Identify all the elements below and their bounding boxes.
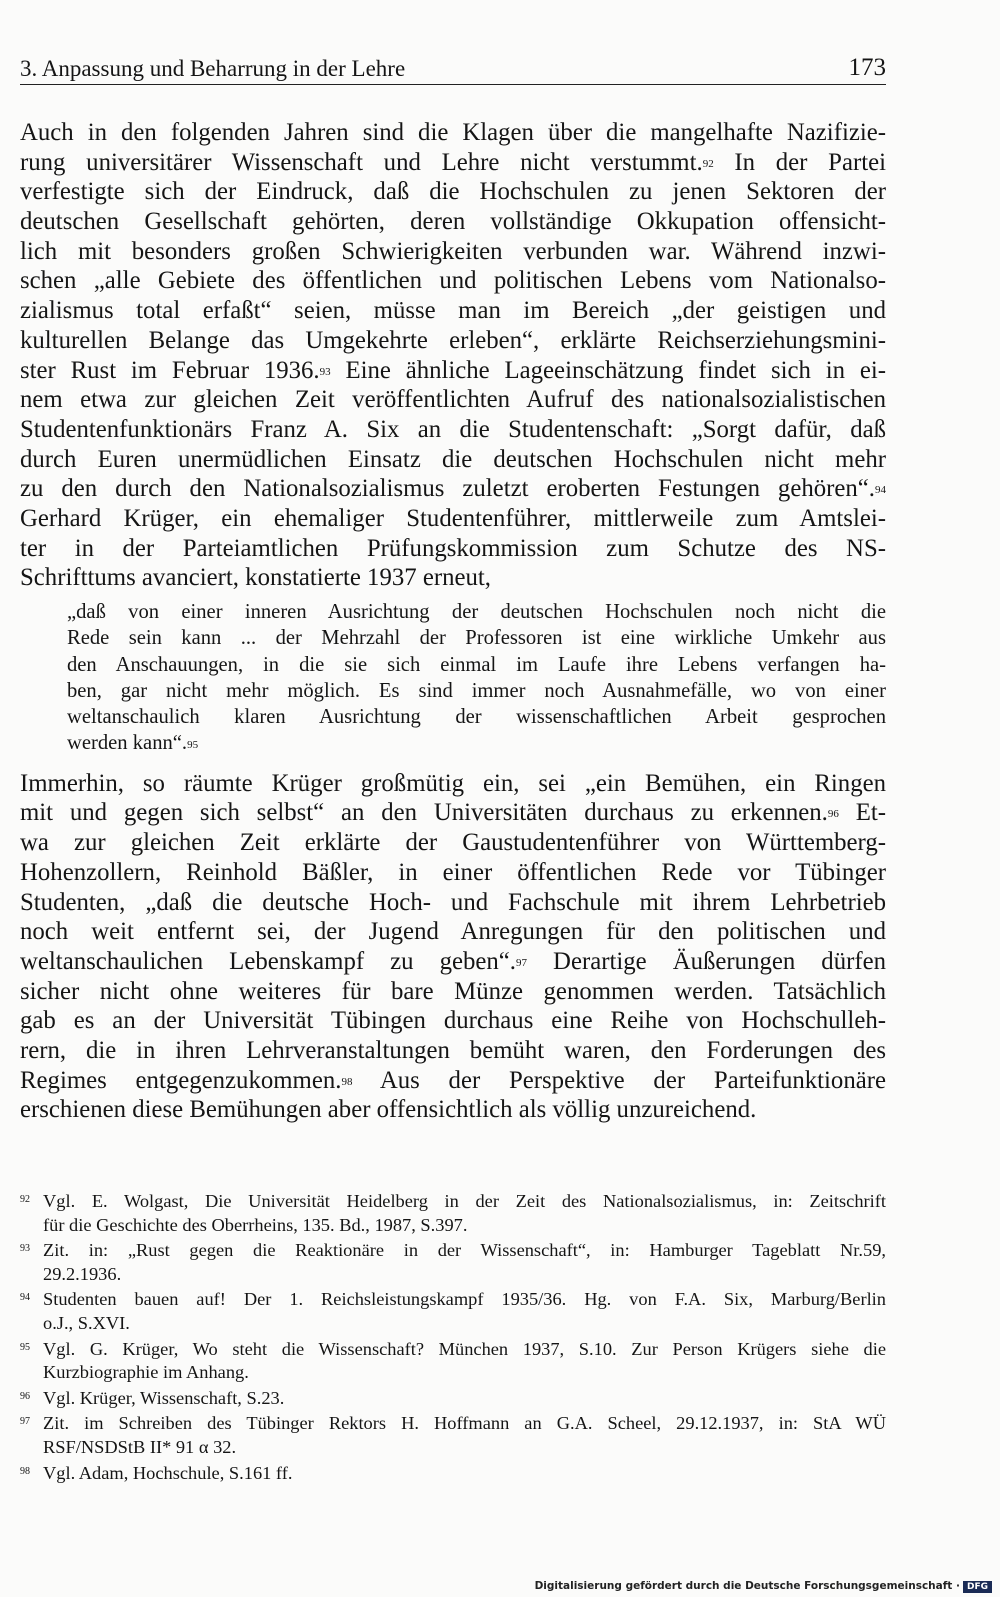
footnote-line: für die Geschichte des Oberrheins, 135. Bd., 1987, S.397.: [43, 1214, 468, 1235]
digitization-footer: [535, 1580, 992, 1593]
book-page: [20, 0, 886, 1597]
footnote-94: [20, 1288, 886, 1335]
footnote-ref[interactable]: 92: [702, 157, 714, 170]
page-number: 173: [848, 54, 886, 81]
block-quote: [67, 599, 886, 757]
text-line: lich mit besonders großen Schwierigkeiten verbunden war. Während inzwi-: [20, 237, 886, 265]
text-line: durch Euren unermüdlichen Einsatz die deutschen Hochschulen nicht mehr: [20, 445, 886, 473]
text-line: Gerhard Krüger, ein ehemaliger Studentenführer, mittlerweile zum Amtslei-: [20, 504, 886, 532]
text-line: Immerhin, so räumte Krüger großmütig ein, sei „ein Bemühen, ein Ringen: [20, 769, 886, 797]
footnotes: [20, 1190, 886, 1487]
footnote-96: [20, 1387, 886, 1411]
text-line: weltanschaulichen Lebenskampf zu geben“.$^{97}$ Derartige Äußerungen dürfen: [20, 947, 886, 975]
paragraph-2: [20, 769, 886, 1125]
text-line: Studentenfunktionärs Franz A. Six an die Studentenschaft: „Sorgt dafür, daß: [20, 415, 886, 443]
quote-line: den Anschauungen, in die sie sich einmal im Laufe ihre Lebens verfangen ha-: [67, 653, 886, 676]
quote-line: „daß von einer inneren Ausrichtung der deutschen Hochschulen noch nicht die: [67, 601, 886, 623]
footnote-ref[interactable]: 97: [516, 956, 528, 969]
text-line: verfestigte sich der Eindruck, daß die Hochschulen zu jenen Sektoren der: [20, 178, 886, 206]
text-line: zu den durch den Nationalsozialismus zuletzt eroberten Festungen gehören“.$^{94}$: [20, 475, 886, 503]
text-line: sicher nicht ohne weiteres für bare Münze genommen werden. Tatsächlich: [20, 977, 886, 1005]
text-line: rung universitärer Wissenschaft und Lehre nicht verstummt.$^{92}$ In der Partei: [20, 148, 886, 176]
footnote-line: Vgl. G. Krüger, Wo steht die Wissenschaft? München 1937, S.10. Zur Person Krügers siehe die: [43, 1338, 886, 1359]
quote-line: Rede sein kann ... der Mehrzahl der Professoren ist eine wirkliche Umkehr aus: [67, 627, 886, 650]
quote-line: ben, gar nicht mehr möglich. Es sind immer noch Ausnahmefälle, wo von einer: [67, 679, 886, 702]
quote-line: werden kann“.$^{95}$: [67, 732, 199, 755]
footnote-number: 96: [20, 1390, 30, 1402]
text-line: ster Rust im Februar 1936.93 Eine ähnliche Lageeinschätzung findet sich in ei-: [20, 356, 886, 384]
footnote-line: Vgl. Krüger, Wissenschaft, S.23.: [43, 1387, 285, 1408]
footnote-ref[interactable]: 98: [341, 1075, 353, 1088]
footnote-line: Studenten bauen auf! Der 1. Reichsleistungskampf 1935/36. Hg. von F.A. Six, Marburg/Berlin: [43, 1289, 886, 1310]
footnote-number: 93: [20, 1243, 30, 1255]
footnote-92: [20, 1190, 886, 1237]
footnote-ref[interactable]: 93: [319, 365, 331, 378]
text-line: noch weit entfernt sei, der Jugend Anregungen für den politischen und: [20, 918, 886, 946]
text-line: Studenten, „daß die deutsche Hoch- und Fachschule mit ihrem Lehrbetrieb: [20, 888, 886, 916]
footnote-93: [20, 1239, 886, 1286]
main-text: [20, 118, 886, 1125]
text-line: rern, die in ihren Lehrveranstaltungen bemüht waren, den Forderungen des: [20, 1036, 886, 1064]
footnote-number: 92: [20, 1194, 30, 1205]
text-line: deutschen Gesellschaft gehörten, deren vollständige Okkupation offensicht-: [20, 208, 886, 236]
text-line: ter in der Parteiamtlichen Prüfungskommission zum Schutze des NS-: [20, 534, 886, 562]
footnote-number: 97: [20, 1416, 30, 1428]
footnote-line: Vgl. E. Wolgast, Die Universität Heidelberg in der Zeit des Nationalsozialismus, in: Zeitschrift: [43, 1191, 886, 1211]
footnote-95: [20, 1338, 886, 1385]
text-line: wa zur gleichen Zeit erklärte der Gaustudentenführer von Württemberg-: [20, 829, 886, 857]
footnote-line: Zit. in: „Rust gegen die Reaktionäre in der Wissenschaft“, in: Hamburger Tageblatt Nr.59,: [43, 1240, 886, 1261]
text-line: Auch in den folgenden Jahren sind die Klagen über die mangelhafte Nazifizie-: [20, 119, 886, 146]
footnote-97: [20, 1412, 886, 1459]
dfg-logo: DFG: [963, 1581, 992, 1593]
footnote-line: Kurzbiographie im Anhang.: [43, 1362, 249, 1383]
footnote-ref[interactable]: 94: [875, 484, 886, 497]
footnote-number: 94: [20, 1292, 30, 1304]
text-line: gab es an der Universität Tübingen durchaus eine Reihe von Hochschulleh-: [20, 1007, 886, 1035]
running-title: 3. Anpassung und Beharrung in der Lehre: [20, 56, 406, 81]
quote-line: weltanschaulich klaren Ausrichtung der wissenschaftlichen Arbeit gesprochen: [67, 706, 886, 729]
footer-text: Digitalisierung gefördert durch die Deutsche Forschungsgemeinschaft ·: [534, 1580, 960, 1592]
footnote-line: Zit. im Schreiben des Tübinger Rektors H. Hoffmann an G.A. Scheel, 29.12.1937, in: StA WÜ: [43, 1413, 886, 1434]
footnote-line: RSF/NSDStB II* 91 α 32.: [43, 1436, 237, 1457]
text-line: Hohenzollern, Reinhold Bäßler, in einer öffentlichen Rede vor Tübinger: [20, 858, 886, 886]
footnote-line: Vgl. Adam, Hochschule, S.161 ff.: [43, 1462, 293, 1483]
paragraph-1: [20, 118, 886, 593]
footnote-ref[interactable]: 95: [187, 739, 199, 752]
text-line: nem etwa zur gleichen Zeit veröffentlichten Aufruf des nationalsozialistischen: [20, 386, 886, 414]
text-line: zialismus total erfaßt“ seien, müsse man im Bereich „der geistigen und: [20, 297, 886, 325]
footnote-number: 95: [20, 1341, 30, 1353]
footnote-98: [20, 1462, 886, 1486]
text-line: Schrifttums avanciert, konstatierte 1937 erneut,: [20, 564, 491, 592]
text-line: Regimes entgegenzukommen.$^{98}$ Aus der Perspektive der Parteifunktionäre: [20, 1066, 886, 1094]
text-line: schen „alle Gebiete des öffentlichen und politischen Lebens vom Nationalso-: [20, 267, 886, 295]
running-header: [20, 54, 886, 85]
footnote-line: 29.2.1936.: [43, 1263, 122, 1284]
footnote-number: 98: [20, 1465, 30, 1477]
footnote-ref[interactable]: 96: [827, 808, 839, 821]
text-line: kulturellen Belange das Umgekehrte erleben“, erklärte Reichserziehungsmini-: [20, 326, 886, 354]
text-line: erschienen diese Bemühungen aber offensichtlich als völlig unzureichend.: [20, 1096, 757, 1124]
footnote-line: o.J., S.XVI.: [43, 1312, 130, 1333]
text-line: mit und gegen sich selbst“ an den Universitäten durchaus zu erkennen.$^{96}$ Et-: [20, 799, 886, 827]
